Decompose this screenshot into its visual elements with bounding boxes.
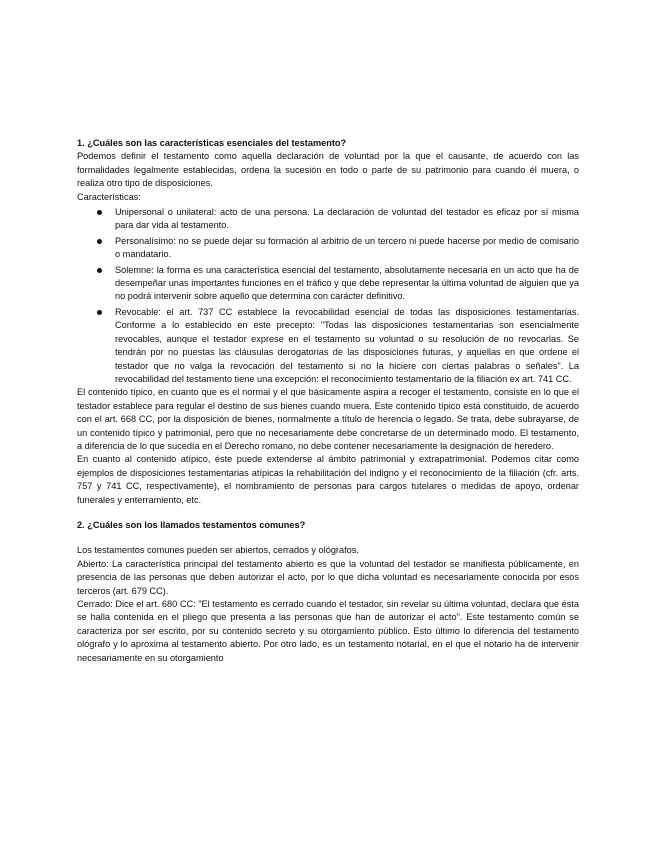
section-1-intro: Podemos definir el testamento como aquella declaración de voluntad por la que el causante, de acuerdo con las formalidades legalmente establecidas, ordena la sucesión en todo o parte de su patrimonio para cuando él muera, o realiza otro tipo de disposiciones. bbox=[77, 151, 579, 189]
bullet-icon bbox=[97, 268, 102, 273]
caracteristicas-label: Características: bbox=[77, 191, 141, 202]
paragraph-cerrado: Cerrado: Dice el art. 680 CC: "El testamento es cerrado cuando el testador, sin revelar su última voluntad, declara que ésta se halla contenida en el pliego que presenta a las personas que han de autorizar el acto". Este testamento común se caracteriza por ser escrito, por su contenido secreto y su otorgamiento público. Esto último lo diferencia del testamento ológrafo y lo aproxima al testamento abierto. Por otro lado, es un testamento notarial, en el que el notario ha de intervenir necesariamente en su otorgamiento bbox=[77, 599, 579, 663]
paragraph-testamentos-comunes: Los testamentos comunes pueden ser abiertos, cerrados y ológrafos. bbox=[77, 545, 359, 556]
list-item: Personalísimo: no se puede dejar su formación al arbitrio de un tercero ni puede hacerse por medio de comisario o mandatario. bbox=[77, 235, 579, 262]
paragraph-contenido-tipico: El contenido típico, en cuanto que es el normal y el que básicamente aspira a recoger el testamento, consiste en lo que el testador establece para regular el destino de sus bienes cuando muera. Este contenido típico está constituido, de acuerdo con el art. 668 CC, por la disposición de bienes, normalmente a título de herencia o legado. Se trata, debe subrayarse, de un contenido típico y patrimonial, pero que no necesariamente debe concretarse de un determinado modo. El testamento, a diferencia de lo que sucedía en el Derecho romano, no debe contener necesariamente la designación de heredero. bbox=[77, 387, 579, 451]
list-item: Solemne: la forma es una característica esencial del testamento, absolutamente necesaria en un acto que ha de desempeñar unas importantes funciones en el tráfico y que debe representar la última voluntad de alguien que ya no podrá intervenir sobre aquello que determina con carácter definitivo. bbox=[77, 264, 579, 304]
list-item: Revocable: el art. 737 CC establece la revocabilidad esencial de todas las disposiciones testamentarias. Conforme a lo establecido en este precepto: "Todas las disposiciones testamentarias son esencialmente revocables, aunque el testador exprese en el testamento su voluntad o su resolución de no revocarlas. Se tendrán por no puestas las cláusulas derogatorias de las disposiciones futuras, y aquellas en que ordene el testador que no valga la revocación del testamento si no la hiciere con ciertas palabras o señales". La revocabilidad del testamento tiene una excepción: el reconocimiento testamentario de la filiación ex art. 741 CC. bbox=[77, 306, 579, 386]
paragraph-abierto: Abierto: La característica principal del testamento abierto es que la voluntad del testador se manifiesta públicamente, en presencia de las personas que deben autorizar el acto, por lo que dicha voluntad es necesariamente conocida por esos terceros (art. 679 CC). bbox=[77, 558, 579, 596]
section-2-heading: 2. ¿Cuáles son los llamados testamentos comunes? bbox=[77, 519, 306, 530]
paragraph-contenido-atipico: En cuanto al contenido atípico, éste puede extenderse al ámbito patrimonial y extrapatrimonial. Podemos citar como ejemplos de disposiciones testamentarias atípicas la rehabilitación del indigno y el reconocimiento de la filiación (cfr. arts. 757 y 741 CC, respectivamente), el nombramiento de personas para cargos tutelares o medidas de apoyo, ordenar funerales y enterramiento, etc. bbox=[77, 454, 579, 505]
bullet-icon bbox=[97, 310, 102, 315]
bullet-icon bbox=[97, 210, 102, 215]
list-item: Unipersonal o unilateral: acto de una persona. La declaración de voluntad del testador es eficaz por sí misma para dar vida al testamento. bbox=[77, 206, 579, 233]
bullet-icon bbox=[97, 239, 102, 244]
document-body bbox=[77, 137, 579, 665]
section-1-heading: 1. ¿Cuáles son las características esenciales del testamento? bbox=[77, 138, 347, 148]
caracteristicas-list bbox=[77, 206, 579, 386]
